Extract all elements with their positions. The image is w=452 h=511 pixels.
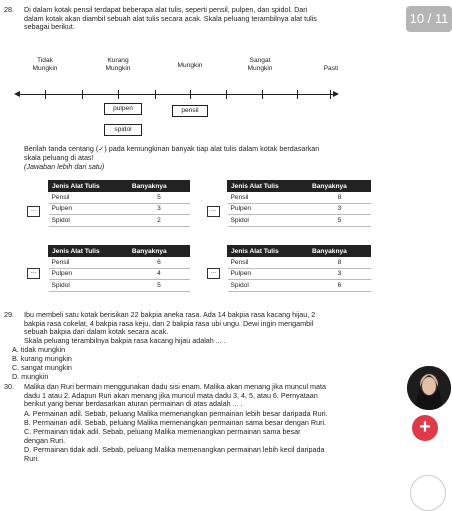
axis-tick — [45, 90, 46, 99]
circle-button[interactable] — [410, 475, 446, 511]
table-cell: Pensil — [228, 192, 309, 203]
scale-label-mungkin: Mungkin — [177, 62, 203, 69]
answer-checkbox[interactable]: ... — [207, 268, 220, 279]
table-cell: 4 — [128, 268, 189, 279]
instruction-text: Berilah tanda centang (✓) pada kemungkinan banyak tiap alat tulis dalam kotak berdasarkan skala peluang di atas! — [24, 144, 320, 162]
table-cell: Pulpen — [228, 203, 309, 214]
table-option-2 — [227, 180, 371, 227]
question-number: 29. — [4, 310, 14, 319]
scale-label-pasti: Pasti — [323, 65, 339, 72]
table-cell: 5 — [308, 215, 370, 226]
option-b[interactable]: B. kurang mungkin — [12, 354, 72, 363]
scale-label-tidak-mungkin: Tidak Mungkin — [32, 57, 58, 72]
option-c[interactable]: C. Permainan tidak adil. Sebab, peluang Malika memenangkan permainan sama besar dengan Ruri. — [24, 427, 301, 445]
scale-label-kurang-mungkin: Kurang Mungkin — [105, 57, 131, 72]
axis-tick — [82, 90, 83, 99]
avatar[interactable] — [407, 366, 451, 410]
option-a[interactable]: A. Permainan adil. Sebab, peluang Malika memenangkan permainan lebih besar daripada Ruri. — [24, 409, 328, 418]
table-cell: Pensil — [49, 192, 129, 203]
scale-label-sangat-mungkin: Sangat Mungkin — [247, 57, 273, 72]
table-cell: 5 — [128, 280, 189, 291]
axis-tick — [190, 90, 191, 99]
table-cell: Spidol — [49, 215, 129, 226]
avatar-image — [407, 366, 451, 410]
probability-axis — [17, 94, 337, 95]
column-header: Banyaknya — [308, 246, 370, 257]
answer-checkbox[interactable]: ... — [207, 206, 220, 217]
option-d[interactable]: D. Permainan tidak adil. Sebab, peluang Malika memenangkan permainan lebih kecil daripada Ruri. — [24, 445, 325, 463]
column-header: Banyaknya — [308, 181, 370, 192]
table-cell: 8 — [308, 192, 370, 203]
table-cell: 3 — [128, 203, 189, 214]
table-cell: Pulpen — [49, 268, 129, 279]
table-cell: Pensil — [228, 257, 309, 268]
table-cell: Pulpen — [228, 268, 309, 279]
option-a[interactable]: A. tidak mungkin — [12, 345, 66, 354]
question-30-text: Malika dan Ruri bermain menggunakan dadu sisi enam. Malika akan menang jika muncul mata dadu 1 atau 2. Adapun Ruri akan menang jika muncul mata dadu 3, 4, 5, atau 6. Pernyataan berikut yang benar berdasarkan aturan permainan di atas adalah ... . — [24, 382, 327, 409]
axis-tick — [330, 90, 331, 99]
table-cell: Spidol — [228, 280, 309, 291]
option-c[interactable]: C. sangat mungkin — [12, 363, 72, 372]
question-number: 30. — [4, 382, 14, 391]
table-cell: 3 — [308, 268, 370, 279]
table-cell: 5 — [128, 192, 189, 203]
add-button[interactable]: + — [412, 415, 438, 441]
axis-tick — [155, 90, 156, 99]
option-d[interactable]: D. mungkin — [12, 372, 49, 381]
answer-checkbox[interactable]: ... — [27, 268, 40, 279]
axis-tick — [297, 90, 298, 99]
axis-tick — [118, 90, 119, 99]
column-header: Banyaknya — [128, 246, 189, 257]
box-pulpen: pulpen — [104, 103, 142, 115]
column-header: Banyaknya — [128, 181, 189, 192]
table-cell: Pulpen — [49, 203, 129, 214]
question-text: Di dalam kotak pensil terdapat beberapa alat tulis, seperti pensil, pulpen, dan spidol. Dari dalam kotak akan diambil sebuah alat tulis secara acak. Skala peluang terambilnya alat tulis sebagai berikut. — [24, 5, 317, 32]
axis-tick — [226, 90, 227, 99]
table-option-1 — [48, 180, 190, 227]
option-b[interactable]: B. Permainan adil. Sebab, peluang Malika memenangkan permainan sama besar dengan Ruri. — [24, 418, 327, 427]
column-header: Jenis Alat Tulis — [228, 181, 309, 192]
box-spidol: spidol — [104, 124, 142, 136]
table-cell: 8 — [308, 257, 370, 268]
table-cell: 3 — [308, 203, 370, 214]
instruction-note: (Jawaban lebih dari satu) — [24, 162, 105, 171]
table-cell: Spidol — [228, 215, 309, 226]
page-indicator: 10 / 11 — [406, 6, 452, 32]
column-header: Jenis Alat Tulis — [49, 246, 129, 257]
box-pensil: pensil — [172, 105, 208, 117]
table-cell: Spidol — [49, 280, 129, 291]
question-number: 28. — [4, 5, 14, 14]
column-header: Jenis Alat Tulis — [228, 246, 309, 257]
table-option-4 — [227, 245, 371, 292]
answer-checkbox[interactable]: ... — [27, 206, 40, 217]
table-option-3 — [48, 245, 190, 292]
table-cell: 6 — [128, 257, 189, 268]
axis-tick — [262, 90, 263, 99]
column-header: Jenis Alat Tulis — [49, 181, 129, 192]
table-cell: Pensil — [49, 257, 129, 268]
table-cell: 2 — [128, 215, 189, 226]
axis-right-arrow — [333, 91, 339, 97]
question-29-text: Ibu membeli satu kotak berisikan 22 bakpia aneka rasa. Ada 14 bakpia rasa kacang hijau, 2 bakpia rasa cokelat, 4 bakpia rasa keju, dan 2 bakpia rasa ubi ungu. Dewi ingin mengambil sebuah bakpia dari dalam kotak secara acak. Skala peluang terambilnya bakpia rasa kacang hijau adalah ... . — [24, 310, 316, 345]
table-cell: 6 — [308, 280, 370, 291]
